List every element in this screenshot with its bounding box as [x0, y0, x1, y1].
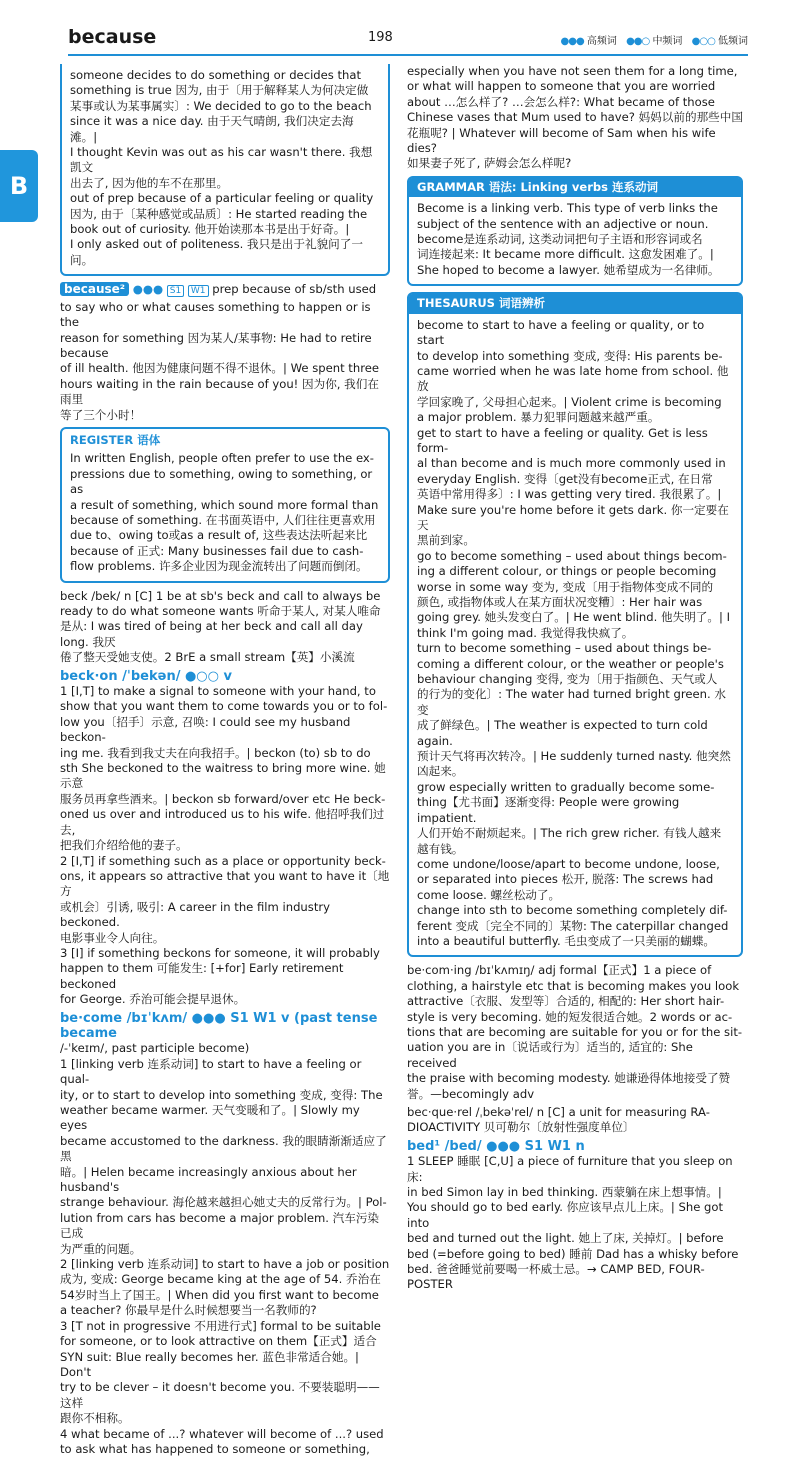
register-title: REGISTER 语体: [70, 432, 161, 447]
text-line: 倦了整天受她支使。2 BrE a small stream【英】小溪流: [60, 650, 355, 665]
text-line: al than become and is much more commonly used in: [417, 456, 726, 471]
entry-beckon: [60, 669, 390, 1008]
text-line: because of something. 在书面英语中, 人们往往更喜欢用: [70, 512, 376, 527]
beckon-senses: [60, 684, 390, 1008]
text-line: 暗。| Helen became increasingly anxious about her husband's: [60, 1164, 357, 1195]
text-line: sth She beckoned to the waitress to bring more wine. 她示意: [60, 761, 386, 791]
right-column: [407, 64, 743, 1295]
text-line: 如果妻子死了, 萨姆会怎么样呢?: [407, 156, 572, 171]
text-line: 成了鲜绿色。| The weather is expected to turn cold again.: [417, 718, 708, 748]
text-line: I only asked out of politeness. 我只是出于礼貌问了一问。: [70, 237, 363, 267]
text-line: go to become something – used about things becom-: [417, 548, 727, 563]
text-line: due to、owing to或as a result of, 这些表达法听起来比: [70, 528, 368, 543]
text-line: Make sure you're home before it gets dark. 你一定要在天: [417, 502, 729, 532]
text-line: be·com·ing /bɪˈkʌmɪŋ/ adj formal【正式】1 a piece of: [407, 963, 712, 978]
text-line: 凶起来。: [417, 764, 464, 779]
text-line: ity, or to start to develop into something 变成, 变得: The: [60, 1087, 383, 1102]
register-text: [70, 451, 380, 574]
text-line: out of prep because of a particular feeling or quality: [70, 191, 374, 206]
grammar-box: [407, 176, 743, 286]
text-line: subject of the sentence with an adjective or noun.: [417, 216, 709, 231]
become-sense-4-continued: [407, 64, 743, 172]
grammar-title: GRAMMAR 语法: Linking verbs 连系动词: [409, 178, 741, 197]
text-line: especially when you have not seen them for a long time,: [407, 64, 738, 78]
text-line: change into sth to become something completely dif-: [417, 903, 728, 918]
freq-low-label: 低频词: [718, 36, 748, 47]
because2-definition: [60, 282, 390, 423]
text-line: oned us over and introduced us to his wife. 他招呼我们过去,: [60, 807, 385, 837]
text-line: book out of curiosity. 他开始读那本书是出于好奇。|: [70, 222, 350, 237]
text-line: pressions due to something, owing to something, or as: [70, 466, 373, 497]
text-line: attractive〔衣服、发型等〕合适的, 相配的: Her short hair-: [407, 994, 725, 1009]
headword-because2: because²: [60, 282, 129, 296]
text-line: in bed Simon lay in bed thinking. 西蒙躺在床上想事情。|: [407, 1185, 722, 1200]
text-line: 4 what became of ...? whatever will become of ...? used: [60, 1426, 384, 1441]
text-line: or what will happen to someone that you are worried: [407, 79, 716, 94]
page-header: [68, 26, 748, 56]
text-line: for someone, or to look attractive on them【正式】适合: [60, 1334, 377, 1349]
text-line: DIOACTIVITY 贝可勒尔〔放射性强度单位〕: [407, 1120, 635, 1135]
text-line: /-ˈkeɪm/, past participle become): [60, 1041, 250, 1056]
text-line: ons, it appears so attractive that you want to have it〔地方: [60, 868, 390, 899]
text-line: or separated into pieces 松开, 脱落: The screws had: [417, 872, 714, 887]
text-line: 54岁时当上了国王。| When did you first want to become: [60, 1287, 379, 1302]
text-line: prep because of sb/sth used: [212, 282, 377, 297]
page-number: 198: [368, 30, 393, 45]
text-line: 出去了, 因为他的车不在那里。: [70, 175, 229, 190]
text-line: 3 [T not in progressive 不用进行式] formal to be suitable: [60, 1318, 381, 1333]
register-box: [60, 427, 390, 583]
text-line: 英语中常用得多〕: I was getting very tired. 我很累了。|: [417, 487, 722, 502]
text-line: think I'm going mad. 我觉得我快疯了。: [417, 625, 634, 640]
text-line: 等了三个小时！: [60, 407, 142, 422]
text-line: become to start to have a feeling or quality, or to start: [417, 317, 705, 348]
text-line: 是从: I was tired of being at her beck and call all day long. 我厌: [60, 619, 363, 649]
thesaurus-box: [407, 292, 743, 957]
text-line: turn to become something – used about things be-: [417, 641, 712, 656]
text-line: beck /bek/ n [C] 1 be at sb's beck and call to always be: [60, 588, 381, 603]
text-line: into a beautiful butterfly. 毛虫变成了一只美丽的蝴蝶。: [417, 933, 716, 948]
text-line: I thought Kevin was out as his car wasn't there. 我想凯文: [70, 145, 373, 175]
text-line: In written English, people often prefer to use the ex-: [70, 451, 374, 466]
bed-senses: [407, 1154, 743, 1293]
text-line: tions that are becoming are suitable for you or for the sit-: [407, 1024, 743, 1039]
text-line: 把我们介绍给他的妻子。: [60, 838, 188, 853]
freq-mid-label: 中频词: [652, 36, 683, 47]
frequency-legend: [555, 32, 749, 47]
text-line: SYN suit: Blue really becomes her. 蓝色非常适合她。| Don't: [60, 1349, 359, 1379]
text-line: grow especially written to gradually become some-: [417, 779, 715, 794]
text-line: bec·que·rel /ˌbekəˈrel/ n [C] a unit for measuring RA-: [407, 1105, 710, 1119]
text-line: low you〔招手〕示意, 召唤: I could see my husband beckon-: [60, 714, 351, 745]
freq-high-dots-icon: ●●●: [560, 36, 584, 47]
text-line: 3 [I] if something beckons for someone, it will probably: [60, 945, 380, 960]
text-line: She hoped to become a lawyer. 她希望成为一名律师。: [417, 262, 720, 277]
text-line: to say who or what causes something to happen or is the: [60, 299, 371, 330]
text-line: 越有钱。: [417, 841, 464, 856]
text-line: thing【尤书面】逐渐变得: People were growing impatient.: [417, 795, 680, 825]
text-line: for George. 乔治可能会提早退休。: [60, 992, 246, 1007]
text-line: bed (=before going to bed) 睡前 Dad has a whisky before: [407, 1246, 739, 1261]
continued-box: [60, 64, 390, 276]
text-line: 词连接起来: It became more difficult. 这愈发困难了。|: [417, 247, 714, 262]
text-line: 颜色, 或指物体或人在某方面状况变糟〕: Her hair was: [417, 595, 703, 609]
text-line: about …怎么样了? …会怎么样?: What became of those: [407, 94, 715, 109]
entry-bed: [407, 1139, 743, 1293]
text-line: a major problem. 暴力犯罪问题越来越严重。: [417, 410, 660, 425]
text-line: style is very becoming. 她的短发很适合她。2 words or ac-: [407, 1009, 733, 1024]
text-line: ready to do what someone wants 听命于某人, 对某人唯命: [60, 604, 381, 618]
text-line: show that you want them to come towards you or to fol-: [60, 699, 388, 714]
text-line: everyday English. 变得〔get没有become正式, 在日常: [417, 471, 713, 486]
headword-become: be·come /bɪˈkʌm/ ●●● S1 W1 v (past tense became: [60, 1010, 378, 1041]
text-line: 为严重的问题。: [60, 1241, 142, 1256]
text-line: 某事或认为某事属实〕: We decided to go to the beach: [70, 98, 372, 113]
thesaurus-title: THESAURUS 词语辨析: [409, 294, 741, 313]
freq-low-dots-icon: ●○○: [691, 36, 715, 47]
text-line: 预计天气将再次转冷。| He suddenly turned nasty. 他突然: [417, 749, 731, 764]
text-line: since it was a nice day. 由于天气晴朗, 我们决定去海滩。|: [70, 114, 354, 144]
running-headword: because: [68, 26, 157, 48]
text-line: 因为, 由于〔某种感觉或品质〕: He started reading the: [70, 206, 368, 221]
text-line: came worried when he was late home from school. 他放: [417, 363, 729, 394]
text-line: 的行为的变化〕: The water had turned bright green. 水变: [417, 687, 726, 717]
text-line: 或机会〕引诱, 吸引: A career in the film industry beckoned.: [60, 899, 330, 930]
text-line: ing me. 我看到我丈夫在向我招手。| beckon (to) sb to do: [60, 745, 371, 760]
text-line: flow problems. 许多企业因为现金流转出了问题而倒闭。: [70, 559, 368, 574]
text-line: 电影事业令人向往。: [60, 930, 165, 945]
text-line: get to start to have a feeling or quality. Get is less form-: [417, 425, 708, 455]
text-line: 成为, 变成: George became king at the age of 54. 乔治在: [60, 1272, 381, 1287]
frequency-dots-icon: ●●●: [132, 282, 164, 297]
text-line: 花瓶呢? | Whatever will become of Sam when his wife dies?: [407, 125, 716, 156]
text-line: become是连系动词, 这类动词把句子主语和形容词或名: [417, 232, 703, 247]
text-line: bed and turned out the light. 她上了床, 关掉灯。| before: [407, 1231, 724, 1246]
text-line: the praise with becoming modesty. 她谦逊得体地接受了赞: [407, 1071, 731, 1086]
text-line: 2 [linking verb 连系动词] to start to have a job or position: [60, 1257, 390, 1272]
entry-become: [60, 1011, 390, 1458]
text-line: try to be clever – it doesn't become you. 不要装聪明——这样: [60, 1380, 380, 1410]
freq-high-label: 高频词: [586, 36, 617, 47]
text-line: became accustomed to the darkness. 我的眼睛渐渐适应了黑: [60, 1133, 387, 1164]
text-line: behaviour changing 变得, 变为〔用于指颜色、天气或人: [417, 672, 718, 687]
become-senses: [60, 1041, 390, 1457]
freq-mid-dots-icon: ●●○: [626, 36, 650, 47]
text-line: because of 正式: Many businesses fail due to cash-: [70, 543, 364, 558]
headword-beckon: beck·on /ˈbekən/ ●○○ v: [60, 668, 232, 684]
entry-because2: [60, 282, 390, 423]
text-line: 誉。—becomingly adv: [407, 1086, 535, 1101]
text-line: come loose. 螺丝松动了。: [417, 887, 561, 902]
text-line: of ill health. 他因为健康问题不得不退休。| We spent three: [60, 361, 379, 376]
text-line: 学回家晚了, 父母担心起来。| Violent crime is becoming: [417, 394, 722, 409]
text-line: a teacher? 你最早是什么时候想要当一名教师的?: [60, 1303, 317, 1318]
text-line: ferent 变成〔完全不同的〕某物: The caterpillar changed: [417, 918, 729, 933]
text-line: to develop into something 变成, 变得: His parents be-: [417, 348, 723, 363]
text-line: Chinese vases that Mum used to have? 妈妈以前的那些中国: [407, 110, 743, 125]
text-line: hours waiting in the rain because of you! 因为你, 我们在雨里: [60, 376, 379, 407]
text-line: 1 [I,T] to make a signal to someone with your hand, to: [60, 684, 376, 699]
entry-beck: [60, 589, 390, 666]
text-line: strange behaviour. 海伦越来越担心她丈夫的反常行为。| Pol-: [60, 1195, 387, 1210]
text-line: 1 [linking verb 连系动词] to start to have a feeling or qual-: [60, 1056, 362, 1087]
text-line: 1 SLEEP 睡眠 [C,U] a piece of furniture that you sleep on 床:: [407, 1154, 733, 1184]
headword-bed: bed¹ /bed/ ●●● S1 W1 n: [407, 1138, 585, 1154]
text-line: coming a different colour, or the weather or people's: [417, 656, 724, 671]
entry-becoming: [407, 963, 743, 1102]
text-line: someone decides to do something or decides that: [70, 68, 362, 82]
text-line: something is true 因为, 由于〔用于解释某人为何决定做: [70, 83, 369, 98]
text-line: You should go to bed early. 你应该早点儿上床。| She got into: [407, 1200, 724, 1230]
text-line: come undone/loose/apart to become undone, loose,: [417, 856, 720, 871]
grammar-text: [417, 201, 733, 278]
entry-becquerel: [407, 1105, 743, 1136]
text-line: 2 [I,T] if something such as a place or opportunity beck-: [60, 853, 386, 868]
text-line: weather became warmer. 天气变暖和了。| Slowly my eyes: [60, 1103, 360, 1133]
left-column: [60, 64, 390, 1459]
text-line: worse in some way 变为, 变成〔用于指物体变成不同的: [417, 579, 714, 594]
text-line: to ask what has happened to someone or something,: [60, 1441, 370, 1456]
text-line: 黑前到家。: [417, 533, 475, 548]
text-line: reason for something 因为某人/某事物: He had to retire because: [60, 330, 372, 360]
text-line: clothing, a hairstyle etc that is becoming makes you look: [407, 978, 740, 993]
text-line: a result of something, which sound more formal than: [70, 497, 379, 512]
text-line: bed. 爸爸睡觉前要喝一杯威士忌。→ CAMP BED, FOUR-POSTER: [407, 1262, 705, 1292]
thesaurus-text: [417, 318, 733, 950]
text-line: uation you are in〔说话或行为〕适当的, 适宜的: She received: [407, 1040, 693, 1070]
text-line: ing a different colour, or things or people becoming: [417, 564, 717, 579]
text-line: 跟你不相称。: [60, 1411, 130, 1426]
text-line: happen to them 可能发生: [+for] Early retirement beckoned: [60, 961, 344, 991]
tag-s1: S1: [167, 285, 184, 297]
tag-w1: W1: [188, 285, 209, 297]
text-line: Become is a linking verb. This type of verb links the: [417, 201, 718, 216]
text-line: 服务员再拿些酒来。| beckon sb forward/over etc He beck-: [60, 791, 386, 806]
text-line: lution from cars has become a major problem. 汽车污染已成: [60, 1210, 380, 1241]
text-line: 人们开始不耐烦起来。| The rich grew richer. 有钱人越来: [417, 826, 722, 841]
section-tab-b[interactable]: B: [0, 150, 38, 222]
text-line: going grey. 她头发变白了。| He went blind. 他失明了。| I: [417, 610, 730, 625]
